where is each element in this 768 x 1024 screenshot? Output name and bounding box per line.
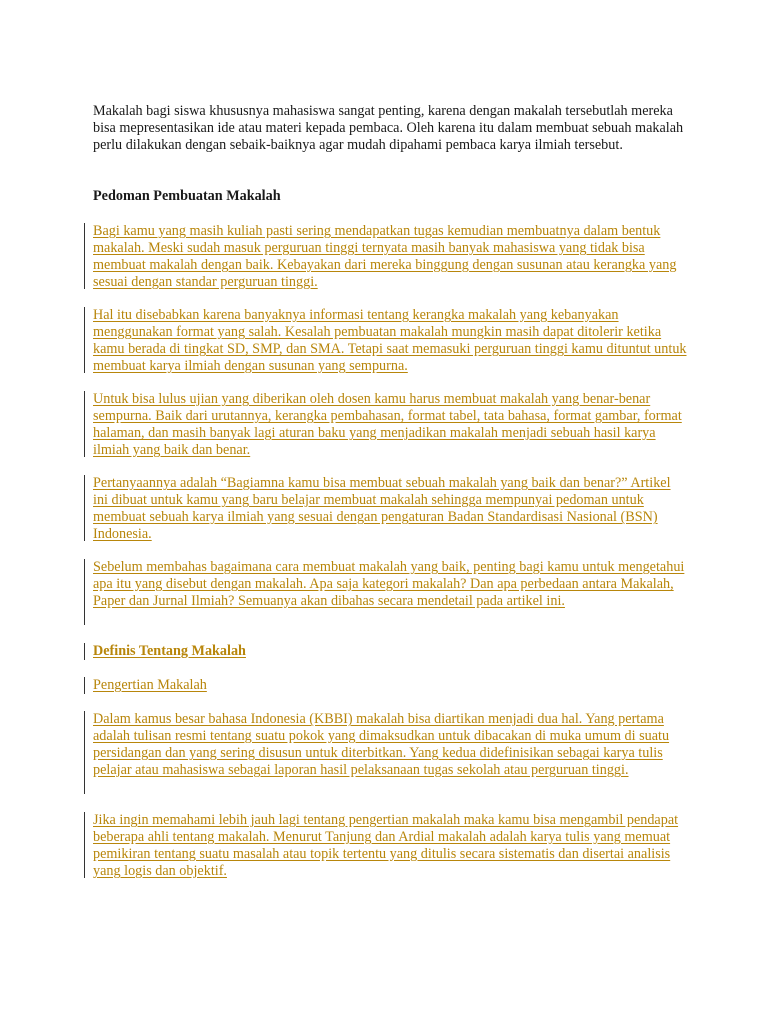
tracked-paragraph-7: Jika ingin memahami lebih jauh lagi tentang pengertian makalah maka kamu bisa mengambil pendapat beberapa ahli tentang makalah. Menurut Tanjung dan Ardial makalah adalah karya tulis yang memuat pemikiran tentang suatu masalah atau topik tertentu yang ditulis secara sistematis dan disertai analisis yang logis dan objektif.	[93, 812, 679, 879]
change-bar	[84, 559, 85, 625]
tracked-subheading-definis: Definis Tentang Makalah	[93, 643, 246, 659]
tracked-subheading-pengertian: Pengertian Makalah	[93, 677, 207, 693]
intro-paragraph: Makalah bagi siswa khususnya mahasiswa sangat penting, karena dengan makalah tersebutlah mereka bisa mepresentasikan ide atau materi kepada pembaca. Oleh karena itu dalam membuat sebuah makalah perlu dilakukan dengan sebaik-baiknya agar mudah dipahami pembaca karya ilmiah tersebut.	[93, 103, 684, 153]
change-bar	[84, 307, 85, 373]
tracked-paragraph-5: Sebelum membahas bagaimana cara membuat makalah yang baik, penting bagi kamu untuk mengetahui apa itu yang disebut dengan makalah. Apa saja kategori makalah? Dan apa perbedaan antara Makalah, Paper dan Jurnal Ilmiah? Semuanya akan dibahas secara mendetail pada artikel ini.	[93, 559, 685, 609]
tracked-paragraph-4: Pertanyaannya adalah “Bagiamna kamu bisa membuat sebuah makalah yang baik dan benar?” Artikel ini dibuat untuk kamu yang baru belajar membuat makalah sehingga mempunyai pedoman untuk membuat sebuah karya ilmiah yang sesuai dengan pengaturan Badan Standardisasi Nasional (BSN) Indonesia.	[93, 475, 671, 542]
section-heading: Pedoman Pembuatan Makalah	[93, 188, 281, 204]
tracked-paragraph-2: Hal itu disebabkan karena banyaknya informasi tentang kerangka makalah yang kebanyakan menggunakan format yang salah. Kesalah pembuatan makalah mungkin masih dapat ditolerir ketika kamu berada di tingkat SD, SMP, dan SMA. Tetapi saat memasuki perguruan tinggi kamu dituntut untuk membuat karya ilmiah dengan susunan yang sempurna.	[93, 307, 687, 374]
change-bar	[84, 475, 85, 541]
change-bar	[84, 812, 85, 878]
change-bar	[84, 223, 85, 289]
change-bar	[84, 391, 85, 457]
tracked-paragraph-3: Untuk bisa lulus ujian yang diberikan oleh dosen kamu harus membuat makalah yang benar-benar sempurna. Baik dari urutannya, kerangka pembahasan, format tabel, tata bahasa, format gambar, format halaman, dan masih banyak lagi aturan baku yang menjadikan makalah menjadi sebuah hasil karya ilmiah yang baik dan benar.	[93, 391, 682, 458]
tracked-paragraph-1: Bagi kamu yang masih kuliah pasti sering mendapatkan tugas kemudian membuatnya dalam bentuk makalah. Meski sudah masuk perguruan tinggi ternyata masih banyak mahasiswa yang tidak bisa membuat makalah dengan baik. Kebayakan dari mereka binggung dengan susunan atau kerangka yang sesuai dengan standar perguruan tinggi.	[93, 223, 677, 290]
change-bar	[84, 677, 85, 694]
change-bar	[84, 643, 85, 660]
change-bar	[84, 711, 85, 794]
tracked-paragraph-6: Dalam kamus besar bahasa Indonesia (KBBI) makalah bisa diartikan menjadi dua hal. Yang pertama adalah tulisan resmi tentang suatu pokok yang dimaksudkan untuk dibacakan di muka umum di suatu persidangan dan yang sering disusun untuk diterbitkan. Yang kedua didefinisikan sebagai karya tulis pelajar atau mahasiswa sebagai laporan hasil pelaksanaan tugas sekolah atau perguruan tinggi.	[93, 711, 670, 778]
